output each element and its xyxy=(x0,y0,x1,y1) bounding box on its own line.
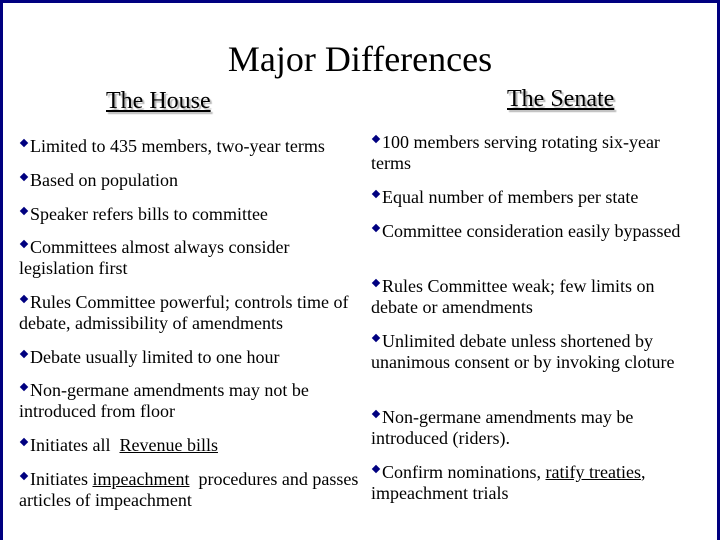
impeachment-link[interactable]: impeachment xyxy=(92,469,190,489)
house-bullet-rules-committee: Rules Committee powerful; controls time of debate, admissibility of amendments xyxy=(19,292,349,333)
senate-heading: The Senate xyxy=(507,86,615,112)
diamond-bullet-icon xyxy=(20,173,28,181)
diamond-bullet-icon xyxy=(20,438,28,446)
diamond-bullet-icon xyxy=(372,334,380,342)
diamond-bullet-icon xyxy=(20,207,28,215)
house-bullet-revenue: Initiates all Revenue bills xyxy=(19,435,364,456)
house-bullet-speaker: Speaker refers bills to committee xyxy=(19,204,364,225)
diamond-bullet-icon xyxy=(20,240,28,248)
senate-bullet-rules-committee: Rules Committee weak; few limits on debate or amendments xyxy=(371,276,655,317)
house-bullet-membership: Limited to 435 members, two-year terms xyxy=(19,136,364,157)
senate-bullet-committee: Committee consideration easily bypassed xyxy=(371,221,701,242)
revenue-bills-link[interactable]: Revenue bills xyxy=(119,435,218,455)
diamond-bullet-icon xyxy=(20,295,28,303)
house-bullet-impeachment: Initiates impeachment procedures and passes articles of impeachment xyxy=(19,469,363,510)
diamond-bullet-icon xyxy=(20,139,28,147)
senate-bullet-amendments: Non-germane amendments may be introduced (riders). xyxy=(371,407,634,448)
house-bullet-committees: Committees almost always consider legislation first xyxy=(19,237,290,278)
diamond-bullet-icon xyxy=(372,135,380,143)
slide-title: Major Differences xyxy=(227,39,493,79)
diamond-bullet-icon xyxy=(372,224,380,232)
diamond-bullet-icon xyxy=(20,472,28,480)
diamond-bullet-icon xyxy=(20,383,28,391)
ratify-treaties-link[interactable]: ratify treaties xyxy=(545,462,641,482)
senate-bullet-equal: Equal number of members per state xyxy=(371,187,701,208)
diamond-bullet-icon xyxy=(372,279,380,287)
senate-bullet-membership: 100 members serving rotating six-year terms xyxy=(371,132,660,173)
senate-bullet-debate: Unlimited debate unless shortened by unanimous consent or by invoking cloture xyxy=(371,331,675,372)
diamond-bullet-icon xyxy=(20,350,28,358)
house-bullet-population: Based on population xyxy=(19,170,364,191)
senate-bullet-nominations: Confirm nominations, ratify treaties, impeachment trials xyxy=(371,462,646,503)
diamond-bullet-icon xyxy=(372,410,380,418)
diamond-bullet-icon xyxy=(372,465,380,473)
house-bullet-debate: Debate usually limited to one hour xyxy=(19,347,364,368)
house-heading: The House xyxy=(106,88,211,114)
house-bullet-amendments: Non-germane amendments may not be introduced from floor xyxy=(19,380,309,421)
diamond-bullet-icon xyxy=(372,190,380,198)
